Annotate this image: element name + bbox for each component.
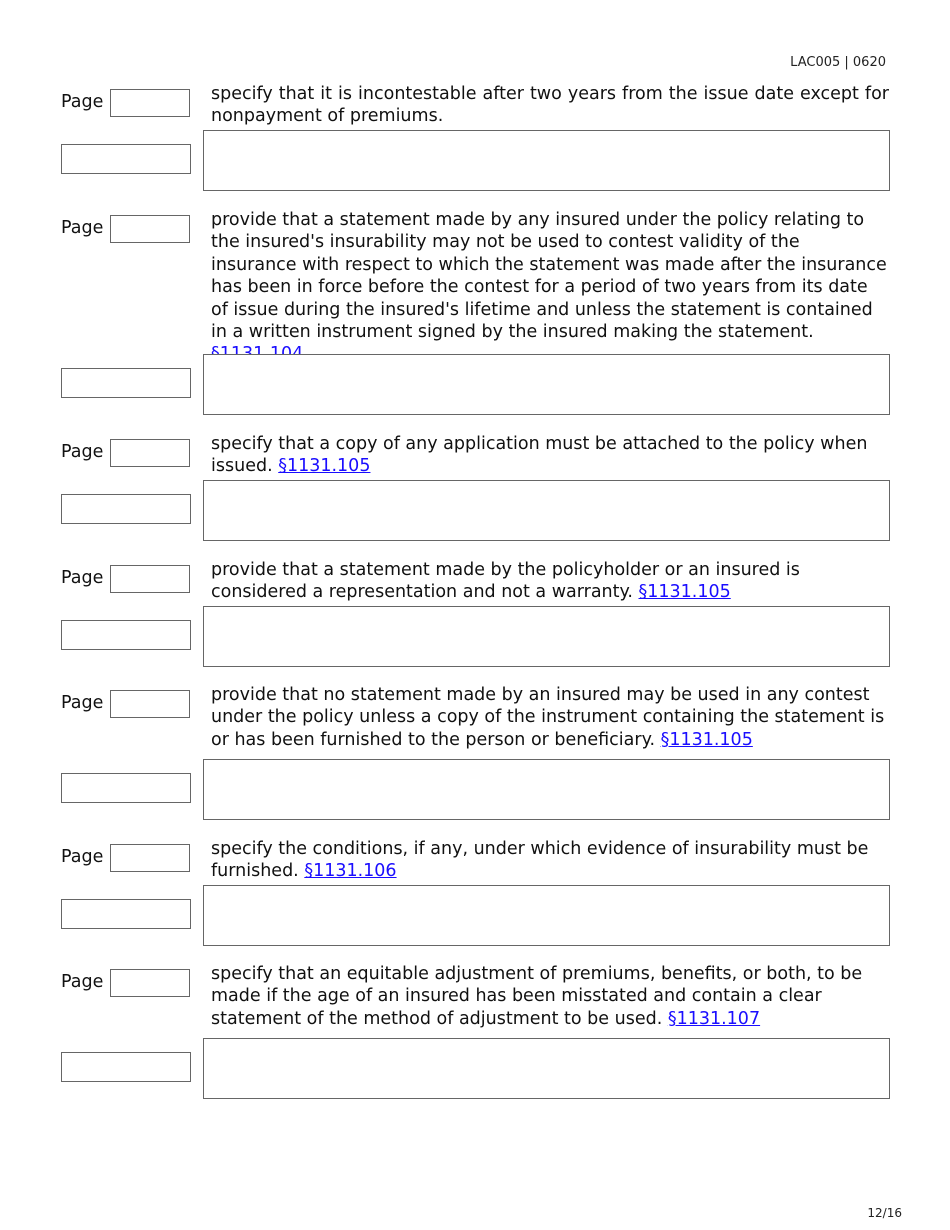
- page-label: Page: [61, 972, 104, 992]
- page-label: Page: [61, 92, 104, 112]
- comment-input[interactable]: [203, 480, 890, 541]
- section-reference-input[interactable]: [61, 899, 191, 929]
- page-label: Page: [61, 442, 104, 462]
- page-number: 12/16: [867, 1206, 902, 1220]
- page-label: Page: [61, 847, 104, 867]
- requirement-text: [211, 83, 889, 128]
- comment-input[interactable]: [203, 885, 890, 946]
- section-reference-input[interactable]: [61, 144, 191, 174]
- requirement-body: specify that a copy of any application must be attached to the policy when issued.: [211, 434, 868, 477]
- page-label: Page: [61, 568, 104, 588]
- section-reference-input[interactable]: [61, 494, 191, 524]
- statute-link[interactable]: §1131.105: [660, 729, 753, 750]
- comment-input[interactable]: [203, 354, 890, 415]
- section-reference-input[interactable]: [61, 368, 191, 398]
- statute-link[interactable]: §1131.105: [278, 456, 371, 477]
- requirement-body: provide that a statement made by any insured under the policy relating to the insured's insurability may not be used to contest validity of the insurance with respect to which the statement was made after the insurance has been in force before the contest for a period of two years from its date of issue during the insured's lifetime and unless the statement is contained in a written instrument signed by the insured making the statement.: [211, 210, 887, 343]
- requirement-text: [211, 684, 889, 751]
- page-number-input[interactable]: [110, 439, 190, 467]
- requirement-body: specify the conditions, if any, under which evidence of insurability must be furnished.: [211, 839, 869, 882]
- requirement-text: [211, 559, 889, 604]
- requirement-body: provide that a statement made by the policyholder or an insured is considered a representation and not a warranty.: [211, 560, 800, 603]
- section-reference-input[interactable]: [61, 620, 191, 650]
- requirement-body: specify that an equitable adjustment of premiums, benefits, or both, to be made if the age of an insured has been misstated and contain a clear statement of the method of adjustment to be used.: [211, 964, 863, 1029]
- requirement-text: [211, 963, 889, 1030]
- requirement-text: [211, 209, 889, 366]
- page-number-input[interactable]: [110, 844, 190, 872]
- page-number-input[interactable]: [110, 690, 190, 718]
- comment-input[interactable]: [203, 1038, 890, 1099]
- page-label: Page: [61, 693, 104, 713]
- comment-input[interactable]: [203, 130, 890, 191]
- page-label: Page: [61, 218, 104, 238]
- statute-link[interactable]: §1131.105: [638, 582, 731, 603]
- comment-input[interactable]: [203, 606, 890, 667]
- requirement-text: [211, 433, 889, 478]
- requirement-body: provide that no statement made by an insured may be used in any contest under the policy unless a copy of the instrument containing the statement is or has been furnished to the person or beneficiary.: [211, 685, 885, 750]
- section-reference-input[interactable]: [61, 1052, 191, 1082]
- statute-link[interactable]: §1131.107: [667, 1008, 761, 1029]
- page-number-input[interactable]: [110, 89, 190, 117]
- requirement-body: specify that it is incontestable after two years from the issue date except for nonpayment of premiums.: [211, 84, 889, 127]
- section-reference-input[interactable]: [61, 773, 191, 803]
- statute-link[interactable]: §1131.106: [304, 861, 397, 882]
- page-number-input[interactable]: [110, 565, 190, 593]
- form-code: LAC005 | 0620: [790, 55, 886, 70]
- requirement-text: [211, 838, 889, 883]
- page-number-input[interactable]: [110, 215, 190, 243]
- comment-input[interactable]: [203, 759, 890, 820]
- page-number-input[interactable]: [110, 969, 190, 997]
